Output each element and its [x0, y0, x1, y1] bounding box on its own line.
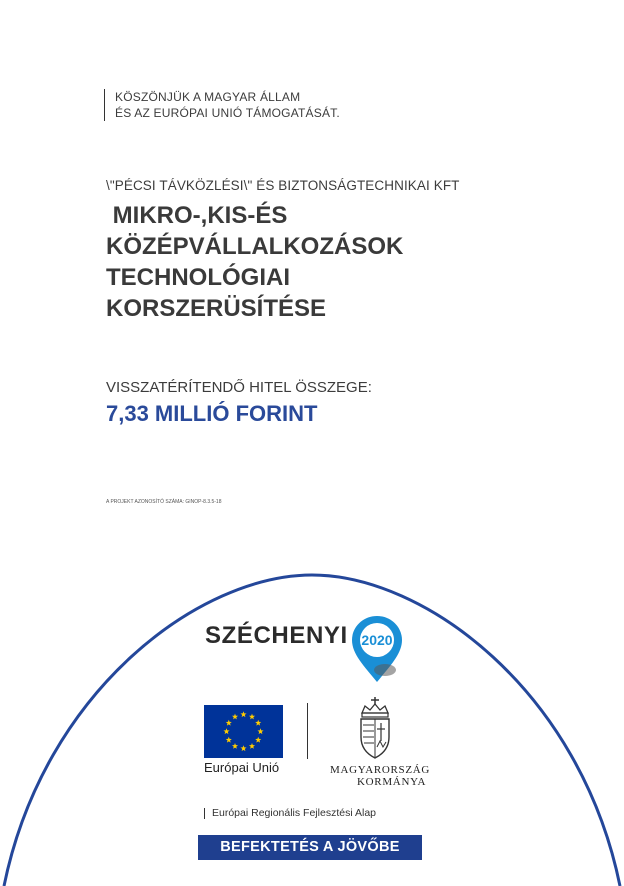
szechenyi-year: 2020	[361, 632, 393, 648]
project-title-line-1: MIKRO-,KIS-ÉS	[106, 202, 288, 229]
logo-divider	[307, 703, 308, 759]
fund-label: Európai Regionális Fejlesztési Alap	[204, 808, 376, 819]
eu-flag-icon	[204, 705, 283, 758]
hungarian-coat-of-arms-icon	[356, 697, 394, 759]
acknowledgement-line-2: ÉS AZ EURÓPAI UNIÓ TÁMOGATÁSÁT.	[115, 106, 340, 120]
loan-amount-value: 7,33 MILLIÓ FORINT	[106, 401, 318, 426]
szechenyi-logo-text: SZÉCHENYI	[205, 622, 348, 649]
support-acknowledgement	[104, 89, 340, 121]
acknowledgement-line-1: KÖSZÖNJÜK A MAGYAR ÁLLAM	[115, 90, 301, 104]
project-title-line-4: KORSZERÜSÍTÉSE	[106, 295, 327, 322]
project-title-line-2: KÖZÉPVÁLLALKOZÁSOK	[106, 233, 404, 260]
beneficiary-name: \"PÉCSI TÁVKÖZLÉSI\" ÉS BIZTONSÁGTECHNIKAI KFT	[106, 178, 460, 193]
government-label-line-1: MAGYARORSZÁG	[330, 764, 431, 776]
project-title	[106, 200, 403, 324]
project-title-line-3: TECHNOLÓGIAI	[106, 264, 290, 291]
loan-amount-label: VISSZATÉRÍTENDŐ HITEL ÖSSZEGE:	[106, 379, 372, 396]
eu-label: Európai Unió	[204, 760, 280, 775]
project-id: A PROJEKT AZONOSÍTÓ SZÁMA: GINOP-8.3.5-18	[106, 499, 222, 505]
slogan-banner: BEFEKTETÉS A JÖVŐBE	[198, 835, 422, 860]
government-label-line-2: KORMÁNYA	[357, 776, 427, 788]
szechenyi-pin-icon	[350, 614, 404, 686]
